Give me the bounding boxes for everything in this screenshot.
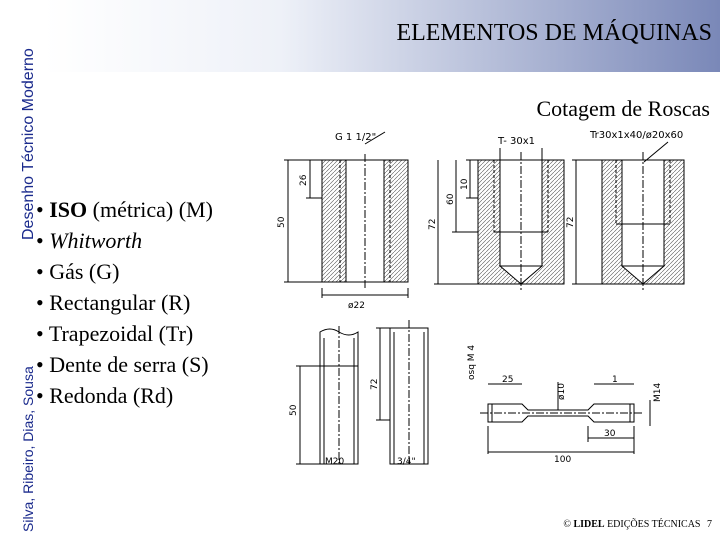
dim-label: M20 [325,457,345,465]
dim-label: 30 [604,429,616,439]
list-item-label: Redonda (Rd) [49,383,174,408]
dim-label: 10 [460,178,470,190]
dim-label: ø22 [348,301,365,311]
copyright-symbol: © [563,519,571,530]
list-item: • Dente de serra (S) [36,352,209,377]
thread-type-list [36,194,213,411]
dim-label: M14 [653,382,663,402]
list-item-label: Whitworth [49,228,143,253]
list-item: • Gás (G) [36,259,120,284]
drawing-gas-thread [284,132,408,298]
list-item-label: ISO [49,197,88,222]
dim-label: T- 30x1 [498,136,535,147]
dim-label: 60 [446,193,456,205]
dim-label: 50 [289,404,299,416]
dim-label: 25 [502,375,514,385]
sidebar-course-title: Desenho Técnico Moderno [20,48,37,240]
drawing-tr-thread [572,142,684,290]
list-item: • Redonda (Rd) [36,383,174,408]
dim-label: osq M 4 [467,344,477,380]
dim-label: 3/4" [397,457,416,465]
dim-label: G 1 1/2" [335,132,377,143]
list-item: • ISO (métrica) (M) [36,197,213,222]
list-item: • Trapezoidal (Tr) [36,321,194,346]
list-item: • Whitworth [36,228,143,253]
dim-label: 72 [566,216,576,228]
publisher-brand: LIDEL [573,519,605,530]
dim-label: 72 [428,218,438,230]
sidebar-authors: Silva, Ribeiro, Dias, Sousa [20,366,36,532]
dim-label: ø10 [557,383,567,400]
dim-label: 50 [277,216,287,228]
slide-subtitle: Cotagem de Roscas [536,96,710,121]
dim-label: 26 [299,174,309,186]
thread-drawings [270,120,720,465]
dim-label: 72 [370,378,380,390]
list-item-label: (métrica) (M) [87,197,213,222]
list-item-label: Rectangular (R) [49,290,191,315]
footer [563,519,712,530]
dim-label: Tr30x1x40/ø20x60 [590,130,684,141]
list-item-label: Trapezoidal (Tr) [48,321,194,346]
drawing-whitworth-bolt [376,320,428,464]
header-bar [44,0,720,72]
drawing-metric-bolt [296,326,358,464]
list-item-label: Dente de serra (S) [49,352,209,377]
publisher-name: EDIÇÕES TÉCNICAS [604,519,701,530]
list-item: • Rectangular (R) [36,290,191,315]
dim-label: 1 [612,375,618,385]
drawing-trapezoidal-thread [434,148,564,290]
page-number: 7 [707,519,712,530]
slide-title: ELEMENTOS DE MÁQUINAS [396,20,712,46]
dim-label: 100 [554,455,572,465]
list-item-label: Gás (G) [49,259,120,284]
